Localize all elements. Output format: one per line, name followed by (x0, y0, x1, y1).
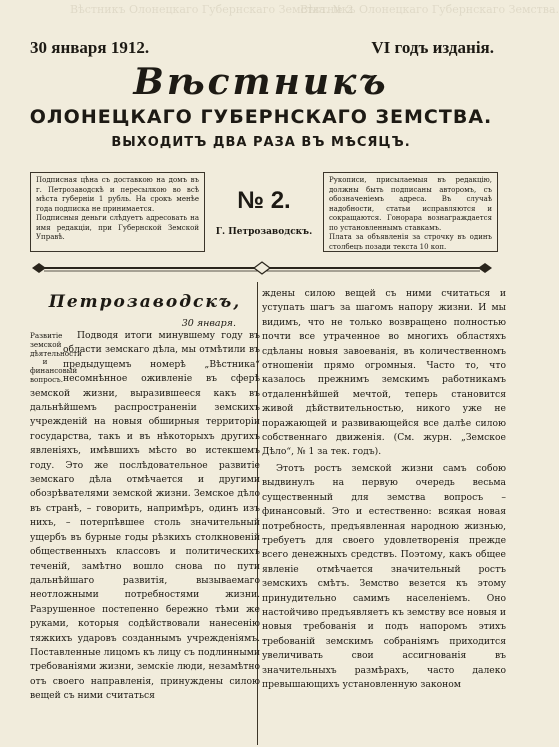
article-column-left (30, 287, 260, 747)
bleed-text-left: Вѣстникъ Олонецкаго Губернскаго Земства. № 2 (70, 3, 354, 16)
issue-number: № 2. (237, 187, 291, 214)
subscription-info (30, 172, 498, 262)
article-paragraph-continued: ждены силою вещей съ ними считаться и уступать шагъ за шагомъ напору жизни. И мы видимъ, что не только возвращено полностью почти все утраченное во многихъ областяхъ сдѣланы новыя завоеванія, въ количественномъ отношеніи прямо огромныя. Часто то, что казалось прежнимъ земскимъ работникамъ отдаленнѣйшей мечтой, теперь становится живой дѣйствительностью, никого уже не поражающей и развивающейся все далѣе силою собственнаго движенія. (См. журн. „Земское Дѣло“, № 1 за тек. годъ). (262, 288, 506, 458)
article-heading: Петрозаводскъ, (48, 292, 242, 312)
masthead (0, 62, 522, 150)
bleed-text-right: Вѣстникъ Олонецкаго Губернскаго Земства. (300, 3, 559, 16)
subscription-box: Подписная цѣна съ доставкою на домъ въ г. Петрозаводскѣ и пересылкою во всѣ мѣста губерніи 1 рубль. На срокъ менѣе года подписка не принимается. Подписныя деньги слѣдуетъ адресовать на имя редакціи, при Губернской Земской Управѣ. (30, 172, 205, 252)
side-note: Развитіе земской дѣятельности и финансовый вопросъ. (30, 331, 82, 384)
publication-year: VI годъ изданія. (371, 38, 494, 57)
article-dateline: 30 января. (181, 318, 236, 329)
publication-place: Г. Петрозаводскъ. (215, 227, 313, 237)
article-column-right (262, 287, 506, 747)
ornamental-rule (30, 260, 494, 276)
issue-header (30, 38, 494, 58)
issue-date: 30 января 1912. (30, 38, 150, 57)
manuscripts-box: Рукописи, присылаемыя въ редакцію, должны быть подписаны авторомъ, съ обозначеніемъ адреса. Въ случаѣ надобности, статьи исправляются и сокращаются. Гонорара вознаграждается по установленнымъ ставкамъ. Плата за объявленія за строчку въ одинъ столбецъ позади текста 10 коп. (323, 172, 498, 252)
newspaper-subtitle: ОЛОНЕЦКАГО ГУБЕРНСКАГО ЗЕМСТВА. (29, 106, 493, 128)
newspaper-title: Вѣстникъ (133, 61, 389, 103)
article-paragraph-2: Этотъ ростъ земской жизни самъ собою выдвинулъ на первую очередь весьма существенный для земства вопросъ – финансовый. Это и естественно: всякая новая потребность, предъявленная народною жизнью, требуетъ для своего удовлетворенія прежде всего денежныхъ средствъ. Поэтому, какъ общее явленіе отмѣчается значительный ростъ земскихъ смѣтъ. Земство везется къ этому принудительно самимъ населеніемъ. Оно настойчиво предъявляетъ къ земству все новыя и новыя требованія и подъ напоромъ этихъ требованій земскимъ собраніямъ приходится увеличивать свои ассигнованія въ значительныхъ размѣрахъ, часто далеко превышающихъ установленную законом (262, 462, 506, 690)
publication-frequency: ВЫХОДИТЪ ДВА РАЗА ВЪ МѢСЯЦЪ. (111, 135, 411, 150)
article-paragraph: Подводя итоги минувшему году въ области земскаго дѣла, мы отмѣтили въ предыдущемъ номерѣ „Вѣстника“ несомнѣнное оживленіе въ сферѣ земской жизни, выразившееся какъ въ дальнѣйшемъ распространеніи земскихъ учрежденій на новыя обширныя территоріи государства, такъ и въ нѣкоторыхъ другихъ явленіяхъ, имѣвшихъ мѣсто во истекшемъ году. Это же послѣдовательное развитіе земскаго дѣла отмѣчается и другими обозрѣвателями земской жизни. Земское дѣло въ странѣ, – говорить, напримѣръ, одинъ изъ нихъ, – потерпѣвшее столь значительный ущербъ въ бурные годы рѣзкихъ столкновеній общественныхъ классовъ и политическихъ теченій, замѣтно вошло снова по пути дальнѣйшаго развитія, вызываемаго неотложными потребностями жизни. Разрушенное постепенно бережно тѣми же руками, которыя содѣйствовали нанесенію тяжкихъ ударовъ созданнымъ учрежденіямъ. Поставленные лицомъ къ лицу съ подлинными требованіями жизни, земскіе люди, незамѣтно отъ своего направленія, принуждены силою вещей съ ними считаться (30, 330, 260, 702)
bleed-through-text (0, 0, 559, 22)
